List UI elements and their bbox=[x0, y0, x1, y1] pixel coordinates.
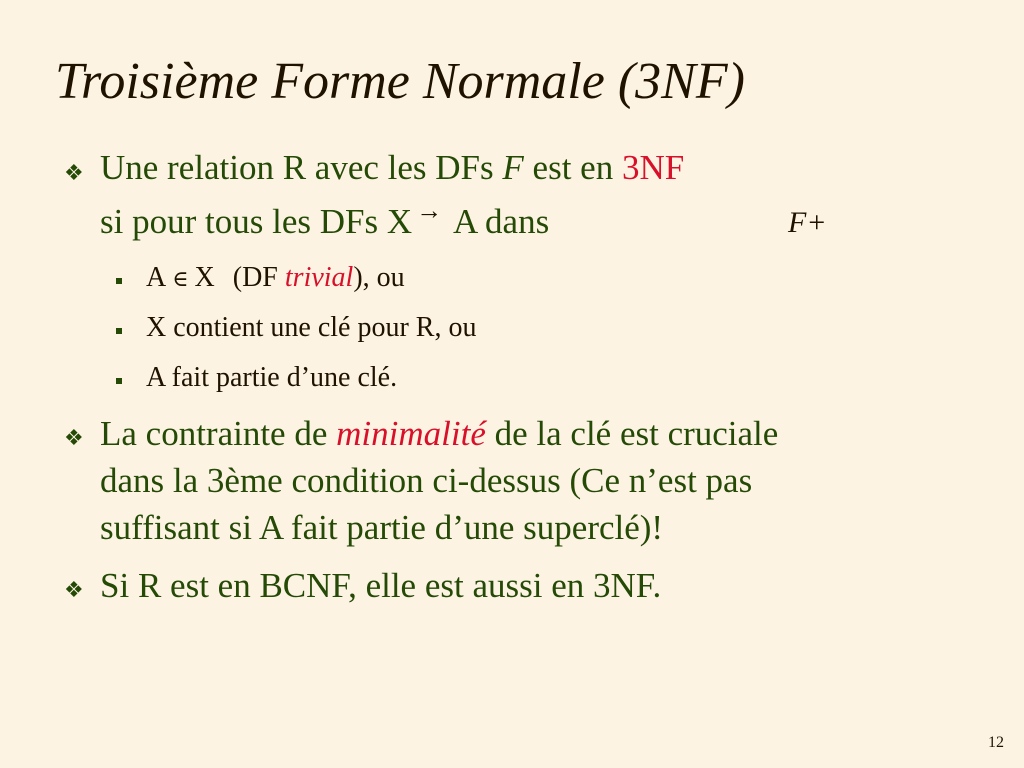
sub-bullet-icon bbox=[116, 328, 122, 334]
bullet-2-line-3: suffisant si A fait partie d’une superclé)! bbox=[100, 508, 664, 547]
bullet-1-line-2: si pour tous les DFs X → A dans bbox=[100, 196, 550, 241]
bullet-diamond-icon: ❖ bbox=[64, 160, 84, 185]
f-symbol: F bbox=[502, 148, 524, 187]
bullet-1-text bbox=[100, 144, 684, 249]
bullet-2-text bbox=[100, 410, 778, 551]
sub-bullet-2: X contient une clé pour R, ou bbox=[146, 312, 477, 343]
bullet-2-line-1: La contrainte de minimalité de la clé est cruciale bbox=[100, 414, 779, 453]
f-plus-closure: F+ bbox=[788, 206, 827, 239]
bullet-1-line-1: Une relation R avec les DFs F est en 3NF bbox=[100, 148, 685, 187]
sub-bullet-3: A fait partie d’une clé. bbox=[146, 362, 398, 393]
arrow-icon: → bbox=[416, 196, 443, 225]
sub-bullet-icon bbox=[116, 278, 122, 284]
bullet-diamond-icon: ❖ bbox=[64, 425, 84, 450]
sub-bullet-icon bbox=[116, 378, 122, 384]
bullet-3-text: Si R est en BCNF, elle est aussi en 3NF. bbox=[100, 566, 662, 605]
sub-bullet-1: A ∈ X (DF trivial), ou bbox=[146, 262, 405, 293]
slide-title: Troisième Forme Normale (3NF) bbox=[55, 53, 745, 110]
bullet-diamond-icon: ❖ bbox=[64, 577, 84, 602]
highlight-3nf: 3NF bbox=[621, 148, 685, 187]
trivial-emphasis: trivial bbox=[284, 262, 354, 293]
minimality-emphasis: minimalité bbox=[336, 414, 486, 453]
element-of-icon: ∈ bbox=[172, 266, 189, 291]
bullet-2-line-2: dans la 3ème condition ci-dessus (Ce n’est pas bbox=[100, 461, 753, 500]
page-number: 12 bbox=[988, 734, 1004, 751]
